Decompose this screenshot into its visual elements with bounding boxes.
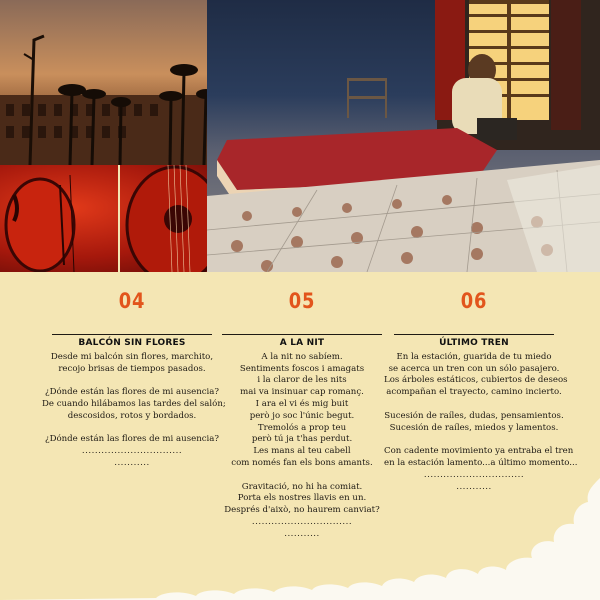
lyric-line: però tú ja t'has perdut. [251, 434, 353, 445]
lyric-line: ¿Dónde están las flores de mi ausencia? [44, 387, 220, 398]
song-title: BALCÓN SIN FLORES [52, 334, 212, 350]
lyric-line: se acerca un tren con un sólo pasajero. [388, 363, 560, 374]
dotted-line: ........... [114, 457, 150, 468]
dotted-line: ........... [456, 481, 492, 492]
dotted-line: ............................... [423, 469, 525, 480]
lyric-line: I ara el vi és mig buit [255, 398, 349, 409]
lyric-line: com només fan els bons amants. [231, 457, 373, 468]
lyric-line: Porta els nostres llavis en un. [237, 493, 367, 504]
song-column-06 [384, 289, 578, 493]
lyric-line: mai va insinuar cap romanç. [240, 387, 364, 398]
lyric-line: Desde mi balcón sin flores, marchito, [50, 351, 214, 362]
song-title: A LA NIT [222, 334, 382, 350]
lyric-line: De cuando hilábamos las tardes del salón; [42, 398, 226, 409]
lyric-line: Després d'això, no haurem canviat? [224, 505, 380, 516]
track-number: 04 [118, 289, 146, 313]
lyric-line: Sucesión de raíles, dudas, pensamientos. [384, 410, 564, 421]
lyric-line: Gravitació, no hi ha comiat. [241, 481, 363, 492]
track-number: 06 [460, 289, 488, 313]
dotted-line: ........... [284, 528, 320, 539]
lyric-line: descosidos, rotos y bordados. [67, 410, 197, 421]
lyric-line: acompañan el trayecto, camino incierto. [386, 387, 562, 398]
lyric-line: Los árboles estáticos, cubiertos de deseos [384, 375, 568, 386]
lyric-line: ¿Dónde están las flores de mi ausencia? [44, 434, 220, 445]
photo-palm-boulevard [0, 0, 214, 165]
song-column-04 [42, 289, 226, 470]
lyric-line: Tremolós a prop teu [257, 422, 347, 433]
lyric-line: Sentiments foscos i amagats [239, 363, 365, 374]
track-number: 05 [288, 289, 316, 313]
lyric-line: En la estación, guarida de tu miedo [396, 351, 552, 362]
lyric-line: en la estación lamento...a último momento... [384, 457, 578, 468]
lyric-line: Con cadente movimiento ya entraba el tren [384, 446, 574, 457]
lyric-line: i la claror de les nits [257, 375, 347, 386]
lyric-line: Les mans al teu cabell [253, 446, 351, 457]
lyric-line: Sucesión de raíles, miedos y lamentos. [389, 422, 559, 433]
song-title: ÚLTIMO TREN [394, 334, 554, 350]
lyric-line: recojo brisas de tiempos pasados. [58, 363, 206, 374]
lyric-line: però jo soc l'únic begut. [249, 410, 355, 421]
photo-bedroom [207, 0, 600, 272]
photo-red-guitar [0, 165, 230, 272]
dotted-line: ............................... [251, 516, 353, 527]
lyric-line: A la nit no sabíem. [261, 351, 343, 362]
photo-collage [0, 0, 600, 272]
dotted-line: ............................... [81, 446, 183, 457]
song-column-05 [212, 289, 392, 541]
